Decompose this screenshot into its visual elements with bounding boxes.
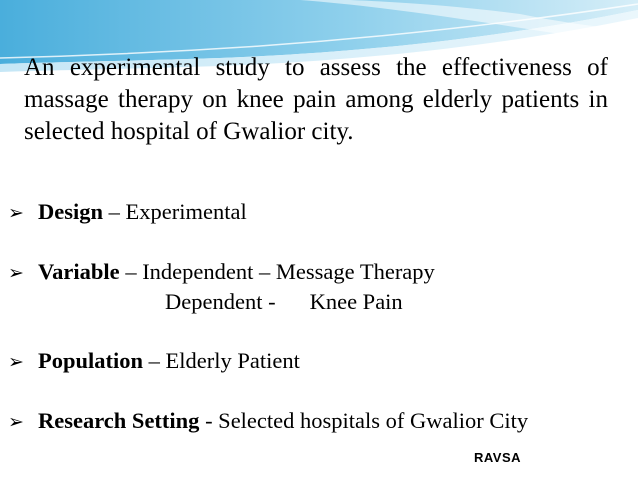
dependent-value: Knee Pain: [309, 289, 403, 314]
bullet-text: - Selected hospitals of Gwalior City: [199, 408, 529, 433]
slide-title: An experimental study to assess the effectiveness of massage therapy on knee pain among elderly patients in selected hospital of Gwalior city.: [24, 54, 608, 145]
bullet-research-setting: [8, 408, 528, 435]
author-label: RAVSA: [474, 450, 522, 465]
bullet-term: Research Setting: [38, 408, 200, 433]
variable-dependent-line: [165, 289, 403, 315]
arrow-bullet-icon: ➢: [8, 411, 24, 433]
bullet-term: Design: [38, 199, 104, 224]
dependent-label: Dependent -: [165, 289, 276, 314]
arrow-bullet-icon: ➢: [8, 202, 24, 224]
bullet-term: Population: [38, 348, 144, 373]
bullet-variable: [8, 259, 435, 286]
bullet-text: – Experimental: [103, 199, 247, 224]
bullet-population: [8, 348, 300, 375]
bullet-term: Variable: [38, 259, 120, 284]
bullet-text: – Elderly Patient: [143, 348, 300, 373]
arrow-bullet-icon: ➢: [8, 351, 24, 373]
arrow-bullet-icon: ➢: [8, 262, 24, 284]
bullet-text: – Independent – Message Therapy: [119, 259, 435, 284]
bullet-design: [8, 199, 247, 226]
